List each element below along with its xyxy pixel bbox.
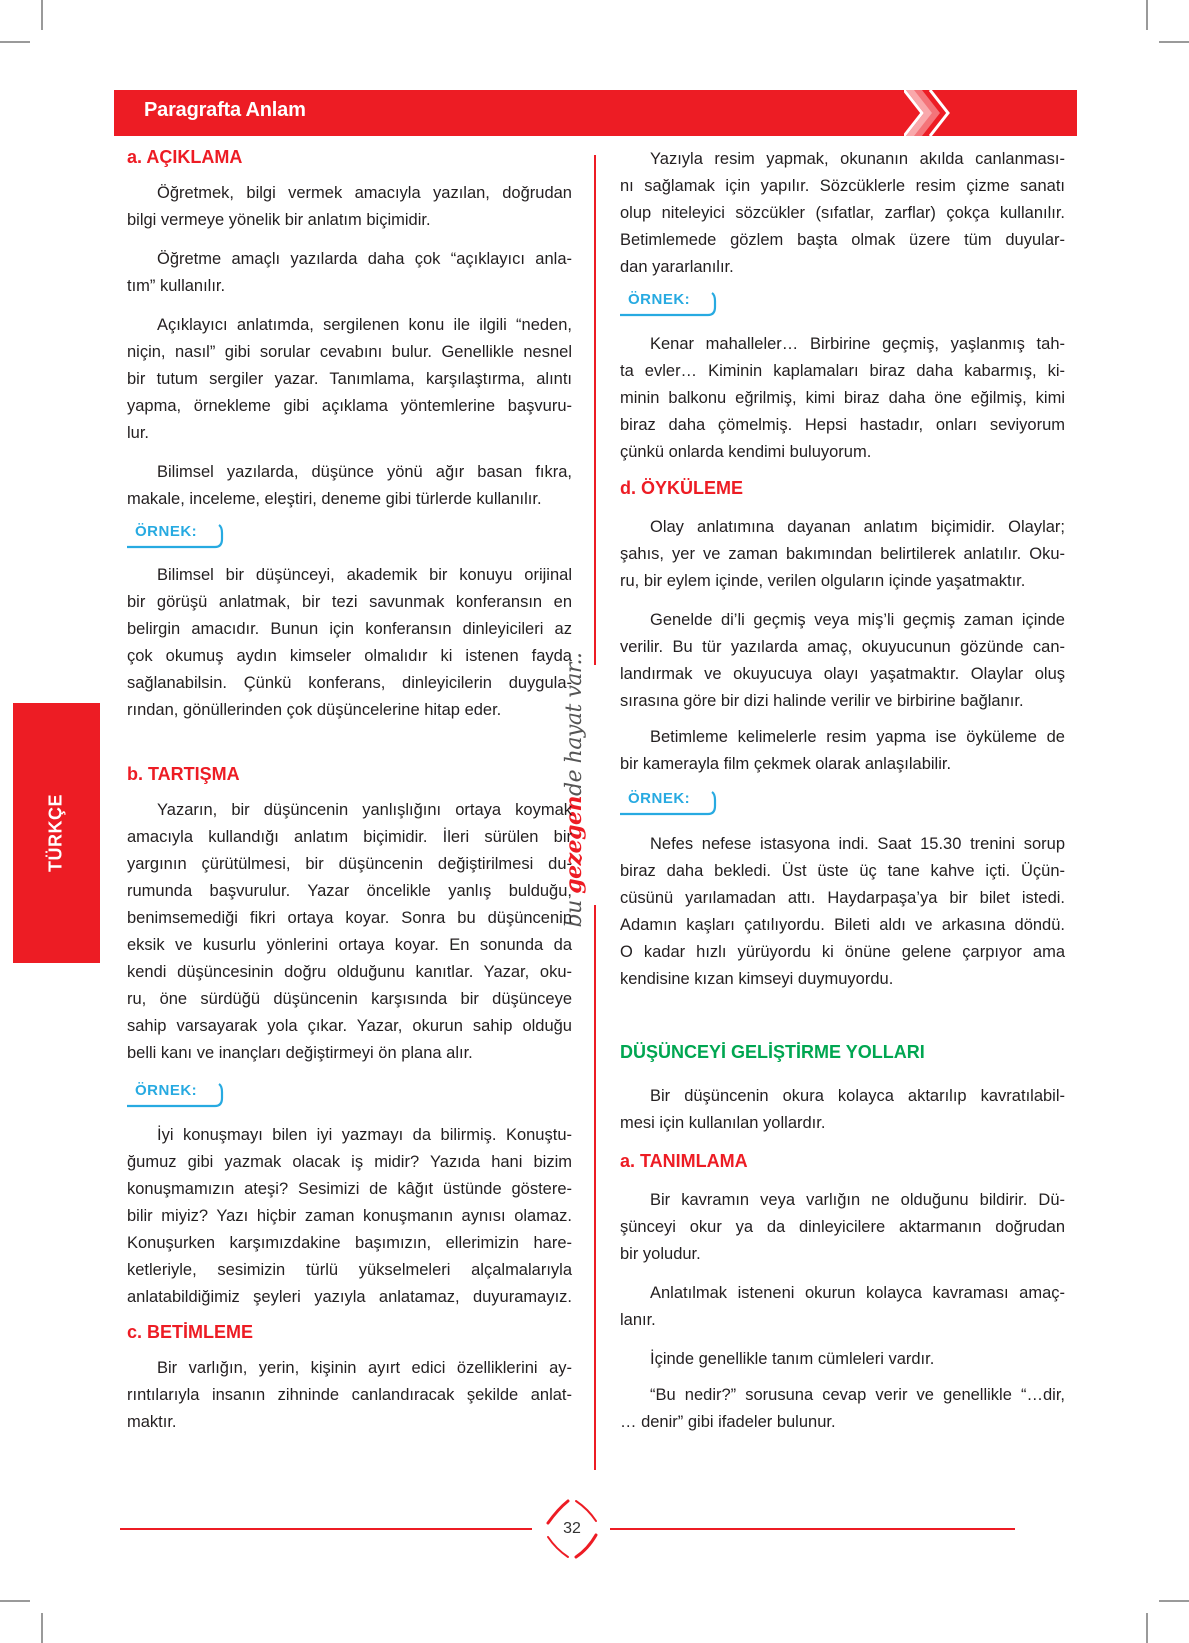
example-line: Konuşurken karşımızdakine başımızın, ellerimizin hare- bbox=[127, 1234, 572, 1252]
section-heading-gelistirme: DÜŞÜNCEYİ GELİŞTİRME YOLLARI bbox=[620, 1042, 925, 1062]
example-line: konuşmamızın ateşi? Sesimizi de kâğıt üstünde göstere- bbox=[127, 1180, 572, 1198]
example-line: İyi konuşmayı bilen iyi yazmayı da bilirmiş. Konuştu- bbox=[157, 1126, 572, 1144]
paragraph-line: benimsemediği fikri ortaya koyar. Sonra bu düşüncenin bbox=[127, 909, 572, 927]
example-line: Adamın kaşları çatılıyordu. Bileti aldı ve arkasına döndü. bbox=[620, 916, 1065, 934]
page-number: 32 bbox=[563, 1520, 581, 1537]
paragraph-line: nı sağlamak için yapılır. Sözcüklerle resim çizme sanatı bbox=[620, 177, 1065, 195]
paragraph-line: Anlatılmak isteneni okurun kolayca kavraması amaç- bbox=[650, 1284, 1065, 1302]
example-line: çok okumuş aydın kimseler olmalıdır ki istenen fayda bbox=[127, 647, 572, 665]
paragraph-line: belli kanı ve inançları değiştirmeyi ön plana alır. bbox=[127, 1044, 473, 1062]
paragraph-line: bir tutum sergiler yazar. Tanımlama, karşılaştırma, alıntı bbox=[127, 370, 572, 388]
example-line: çünkü onlarda kendimi buluyorum. bbox=[620, 443, 872, 461]
paragraph-line: landırmak ve okuyucuya olayı yaşatmaktır. Olaylar oluş bbox=[620, 665, 1065, 683]
paragraph-line: Yazarın, bir düşüncenin yanlışlığını ortaya koymak bbox=[157, 801, 572, 819]
paragraph-line: mesi için kullanılan yollardır. bbox=[620, 1114, 826, 1132]
paragraph-line: şünceyi okur ya da dinleyicilere aktarmanın doğrudan bbox=[620, 1218, 1065, 1236]
double-chevron-icon bbox=[904, 90, 984, 136]
paragraph-line: ru, bir eylem içinde, verilen olguların içinde yaşatmaktır. bbox=[620, 572, 1026, 590]
crop-mark bbox=[1146, 0, 1148, 30]
example-label: ÖRNEK: bbox=[620, 790, 720, 818]
paragraph-line: rumunda başvurulur. Yazar öncelikle yanlış bulduğu, bbox=[127, 882, 572, 900]
paragraph-line: eksik ve kusurlu yönlerini ortaya koyar. En sonunda da bbox=[127, 936, 572, 954]
example-line: bilir miyiz? Yazı hiçbir zaman konuşmanın aynısı olamaz. bbox=[127, 1207, 572, 1225]
example-line: bir görüşü anlatmak, bir tezi savunmak konferansın en bbox=[127, 593, 572, 611]
example-line: biraz daha bekledi. Üst üste üç tane kahve içti. Üçün- bbox=[620, 862, 1065, 880]
chapter-header-bar bbox=[114, 90, 1077, 136]
paragraph-line: yargının çürütülmesi, bir düşüncenin değiştirilmesi du- bbox=[127, 855, 572, 873]
paragraph-line: tım” kullanılır. bbox=[127, 277, 226, 295]
subject-side-tab bbox=[13, 703, 100, 963]
crop-mark bbox=[1159, 41, 1189, 43]
crop-mark bbox=[1159, 1600, 1189, 1602]
example-line: ketleriyle, sesimizin türlü yükselmeleri alçalmalarıyla bbox=[127, 1261, 572, 1279]
paragraph-line: niçin, nasıl” gibi sorular cevabını bulur. Genellikle nesnel bbox=[127, 343, 572, 361]
section-heading-aciklama: a. AÇIKLAMA bbox=[127, 147, 243, 167]
column-divider bbox=[594, 155, 596, 665]
section-heading-oykuleme: d. ÖYKÜLEME bbox=[620, 478, 744, 498]
slogan-text: bu gezegende hayat var.. bbox=[561, 652, 587, 928]
paragraph-line: ru, öne sürdüğü düşüncenin karşısında bir düşünceye bbox=[127, 990, 572, 1008]
footer-rule-left bbox=[120, 1528, 532, 1530]
paragraph-line: bir yoludur. bbox=[620, 1245, 701, 1263]
paragraph-line: Öğretmek, bilgi vermek amacıyla yazılan, doğrudan bbox=[157, 184, 572, 202]
example-line: Kenar mahalleler… Birbirine geçmiş, yaşlanmış tah- bbox=[650, 335, 1065, 353]
paragraph-line: Genelde di’li geçmiş veya miş’li geçmiş zaman içinde bbox=[650, 611, 1065, 629]
example-line: kendisine kızan kimseyi duymuyordu. bbox=[620, 970, 894, 988]
paragraph-line: yapma, örnekleme gibi açıklama yöntemlerine başvuru- bbox=[127, 397, 572, 415]
example-line: ğumuz gibi yazmak olacak iş midir? Yazıda hani bizim bbox=[127, 1153, 572, 1171]
crop-mark bbox=[41, 1613, 43, 1643]
paragraph-line: lur. bbox=[127, 424, 150, 442]
paragraph-line: maktır. bbox=[127, 1413, 177, 1431]
paragraph-line: “Bu nedir?” sorusuna cevap verir ve genellikle “…dir, bbox=[650, 1386, 1065, 1404]
crop-mark bbox=[0, 41, 30, 43]
paragraph-line: sahip varsayarak yola çıkar. Yazar, okurun sahip olduğu bbox=[127, 1017, 572, 1035]
paragraph-line: Bir varlığın, yerin, kişinin ayırt edici özelliklerini ay- bbox=[157, 1359, 572, 1377]
example-label: ÖRNEK: bbox=[620, 291, 720, 319]
chapter-title: Paragrafta Anlam bbox=[144, 99, 306, 121]
paragraph-line: İçinde genellikle tanım cümleleri vardır. bbox=[650, 1350, 935, 1368]
paragraph-line: … denir” gibi ifadeler bulunur. bbox=[620, 1413, 836, 1431]
example-line: cüsünü yarılamadan attı. Haydarpaşa’ya bir bilet istedi. bbox=[620, 889, 1065, 907]
page-number-badge bbox=[538, 1495, 606, 1563]
example-line: Nefes nefese istasyona indi. Saat 15.30 trenini sorup bbox=[650, 835, 1065, 853]
example-line: biraz daha çömelmiş. Hepsi hastadır, onları seviyorum bbox=[620, 416, 1065, 434]
example-line: anlatabildiğimiz şeyleri yazıyla anlatamaz, duyuramayız. bbox=[127, 1288, 572, 1306]
paragraph-line: Bir kavramın veya varlığın ne olduğunu bildirir. Dü- bbox=[650, 1191, 1065, 1209]
footer-rule-right bbox=[610, 1528, 1015, 1530]
paragraph-line: Açıklayıcı anlatımda, sergilenen konu ile ilgili “neden, bbox=[157, 316, 572, 334]
crop-mark bbox=[41, 0, 43, 30]
example-line: O kadar hızlı yürüyordu ki önüne gelene çarpıyor ama bbox=[620, 943, 1065, 961]
example-line: sağlanabilsin. Çünkü konferans, dinleyicilerin duygula- bbox=[127, 674, 572, 692]
paragraph-line: kendi düşüncesinin doğru olduğunu kanıtlar. Yazar, oku- bbox=[127, 963, 572, 981]
paragraph-line: Bir düşüncenin okura kolayca aktarılıp kavratılabil- bbox=[650, 1087, 1065, 1105]
paragraph-line: verilir. Bu tür yazılarda amaç, okuyucunun gözünde can- bbox=[620, 638, 1065, 656]
paragraph-line: Olay anlatımına dayanan anlatım biçimidir. Olaylar; bbox=[650, 518, 1065, 536]
paragraph-line: Betimleme kelimelerle resim yapma ise öyküleme de bbox=[650, 728, 1065, 746]
paragraph-line: dan yararlanılır. bbox=[620, 258, 734, 276]
section-heading-betimleme: c. BETİMLEME bbox=[127, 1322, 254, 1342]
example-label: ÖRNEK: bbox=[127, 523, 227, 551]
paragraph-line: amacıyla kullandığı anlatım biçimidir. İleri sürülen bir bbox=[127, 828, 572, 846]
paragraph-line: şahıs, yer ve zaman bakımından belirtilerek anlatılır. Oku- bbox=[620, 545, 1065, 563]
paragraph-line: Betimlemede gözlem başta olmak üzere tüm duyular- bbox=[620, 231, 1065, 249]
example-line: minin balkonu eğrilmiş, kimi biraz daha öne eğilmiş, kimi bbox=[620, 389, 1065, 407]
example-line: rından, gönüllerinden çok düşüncelerine hitap eder. bbox=[127, 701, 502, 719]
paragraph-line: bir kamerayla film çekmek olarak anlaşılabilir. bbox=[620, 755, 952, 773]
example-label: ÖRNEK: bbox=[127, 1082, 227, 1110]
example-line: Bilimsel bir düşünceyi, akademik bir konuyu orijinal bbox=[157, 566, 572, 584]
column-divider bbox=[594, 905, 596, 1470]
paragraph-line: makale, inceleme, eleştiri, deneme gibi türlerde kullanılır. bbox=[127, 490, 542, 508]
paragraph-line: Bilimsel yazılarda, düşünce yönü ağır basan fıkra, bbox=[157, 463, 572, 481]
paragraph-line: olup niteleyici sözcükler (sıfatlar, zarflar) çokça kullanılır. bbox=[620, 204, 1065, 222]
paragraph-line: sırasına göre bir dizi halinde verilir ve birbirine bağlanır. bbox=[620, 692, 1024, 710]
crop-mark bbox=[0, 1600, 30, 1602]
crop-mark bbox=[1146, 1613, 1148, 1643]
section-heading-tartisma: b. TARTIŞMA bbox=[127, 764, 240, 784]
subject-label: TÜRKÇE bbox=[45, 794, 66, 872]
paragraph-line: Öğretme amaçlı yazılarda daha çok “açıklayıcı anla- bbox=[157, 250, 572, 268]
paragraph-line: lanır. bbox=[620, 1311, 656, 1329]
paragraph-line: bilgi vermeye yönelik bir anlatım biçimidir. bbox=[127, 211, 431, 229]
example-line: ta evler… Kiminin kaplamaları biraz daha kabarmış, ki- bbox=[620, 362, 1065, 380]
paragraph-line: Yazıyla resim yapmak, okunanın akılda canlanması- bbox=[650, 150, 1065, 168]
section-heading-tanimlama: a. TANIMLAMA bbox=[620, 1151, 748, 1171]
paragraph-line: rıntılarıyla insanın zihninde canlandıracak şekilde anlat- bbox=[127, 1386, 572, 1404]
example-line: belirgin amacıdır. Bunun için konferansın dinleyicileri az bbox=[127, 620, 572, 638]
